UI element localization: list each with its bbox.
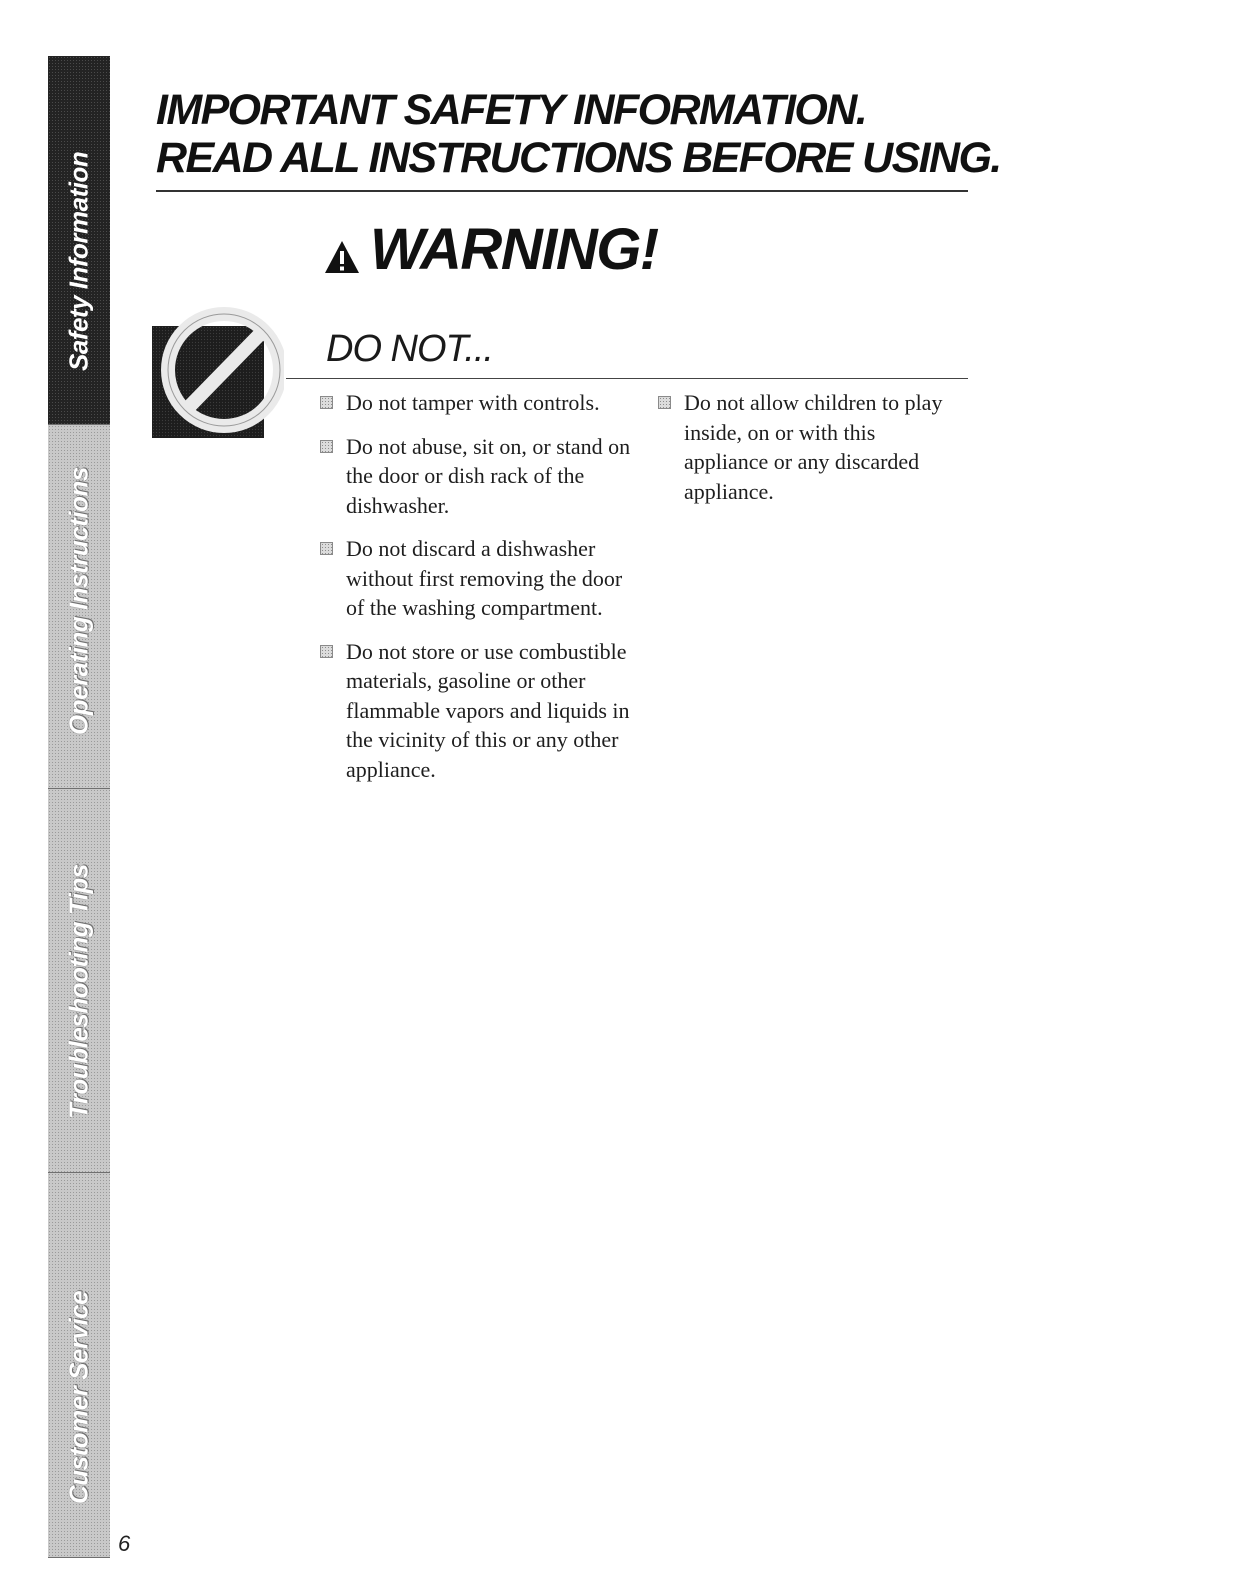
bullet-icon (320, 396, 333, 409)
tab-customer-service (48, 1173, 110, 1558)
page-title (156, 86, 1001, 182)
do-not-list-left (320, 388, 640, 798)
warning-triangle-icon (324, 239, 360, 275)
warning-text: WARNING! (370, 217, 658, 282)
page-number: 6 (118, 1531, 131, 1556)
bullet-icon (320, 645, 333, 658)
section-divider (286, 378, 968, 379)
tab-operating-instructions (48, 425, 110, 789)
list-item: Do not abuse, sit on, or stand on the door or dish rack of the dishwasher. (320, 432, 640, 521)
tab-troubleshooting-tips (48, 789, 110, 1173)
prohibition-sign-icon (152, 296, 284, 438)
bullet-icon (320, 542, 333, 555)
bullet-icon (320, 440, 333, 453)
tab-label: Safety Information (63, 151, 94, 371)
title-divider (156, 190, 968, 192)
title-line-2: READ ALL INSTRUCTIONS BEFORE USING. (156, 134, 1001, 182)
bullet-icon (658, 396, 671, 409)
tab-label: Operating Instructions (63, 467, 94, 735)
tab-safety-information (48, 56, 110, 425)
section-title: DO NOT... (326, 328, 493, 370)
tab-label: Customer Service (63, 1290, 94, 1504)
side-tabs (48, 56, 110, 1558)
list-item: Do not allow children to play inside, on or with this appliance or any discarded appliance. (658, 388, 958, 506)
list-item: Do not discard a dishwasher without first removing the door of the washing compartment. (320, 534, 640, 623)
title-line-1: IMPORTANT SAFETY INFORMATION. (156, 86, 867, 134)
do-not-list-right (658, 388, 958, 520)
warning-banner (324, 216, 658, 283)
tab-label: Troubleshooting Tips (63, 864, 94, 1119)
list-item: Do not tamper with controls. (320, 388, 640, 418)
list-item: Do not store or use combustible materials, gasoline or other flammable vapors and liquids in the vicinity of this or any other appliance. (320, 637, 640, 785)
